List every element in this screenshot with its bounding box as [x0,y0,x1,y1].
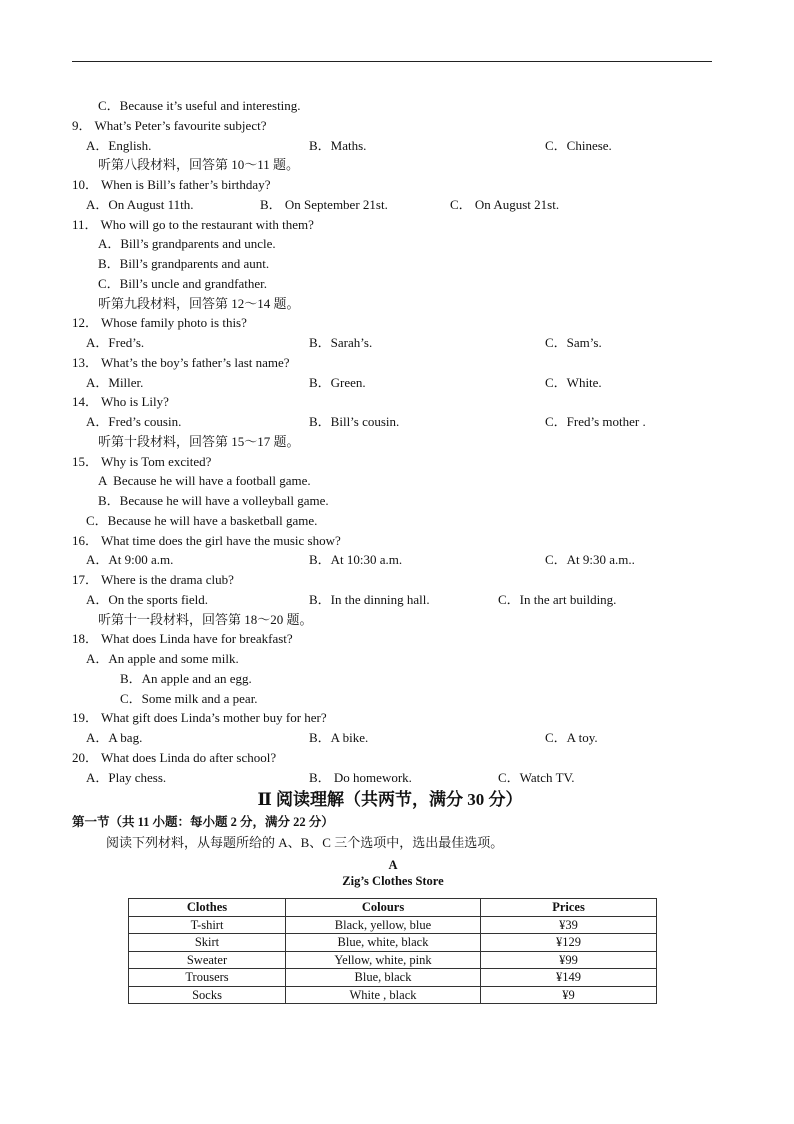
q15-option-b-line [0,491,794,511]
q18-option-a-line [0,649,794,669]
q18-option-c: C．Some milk and a pear. [120,690,258,706]
cell-clothes: Socks [129,986,286,1004]
q15-option-a: A Because he will have a football game. [98,473,311,489]
cell-price: ¥39 [481,916,657,934]
q17-option-a: A．On the sports field. [86,591,209,607]
q20-stem-line [0,748,794,768]
header-rule [72,61,712,62]
q18-stem-line [0,629,794,649]
q16-option-c: C．At 9:30 a.m.. [545,552,635,568]
q10-stem-line [0,175,794,195]
cell-price: ¥149 [481,969,657,987]
q11-option-a: A．Bill’s grandparents and uncle. [98,236,276,252]
part10-intro: 听第十段材料，回答第 15～17 题。 [98,433,300,449]
q12-stem: 12． Whose family photo is this? [72,315,247,331]
cell-price: ¥99 [481,951,657,969]
q14-options-line [0,412,794,432]
q12-option-c: C．Sam’s. [545,335,602,350]
q11-option-c: C．Bill’s uncle and grandfather. [98,275,267,291]
part10-intro-line [0,432,794,452]
q20-stem: 20． What does Linda do after school? [72,749,277,765]
table-row [129,916,657,934]
q14-option-a: A．Fred’s cousin. [86,414,182,429]
header-prices: Prices [481,899,657,917]
section1-title: 第一节（共 11 小题：每小题 2 分，满分 22 分） [72,815,334,829]
q9-options-line [0,136,794,156]
q10-option-b: B． On September 21st. [260,196,388,212]
q8-option-c: C．Because it’s useful and interesting. [98,98,301,113]
cell-clothes: T-shirt [129,916,286,934]
q14-option-c: C．Fred’s mother . [545,414,646,429]
passage-label: A [388,858,398,872]
q9-option-a: A．English. [86,137,152,153]
q12-options-line [0,333,794,353]
q18-option-c-line [0,689,794,709]
q16-option-b: B．At 10:30 a.m. [309,552,403,568]
cell-colours: Black, yellow, blue [286,916,481,934]
q19-options-line [0,728,794,748]
q20-option-c: C．Watch TV. [498,769,575,785]
q13-option-b: B．Green. [309,374,366,390]
cell-colours: Yellow, white, pink [286,951,481,969]
q18-option-b-line [0,669,794,689]
part11-intro-line [0,610,794,630]
q11-stem: 11． Who will go to the restaurant with them? [72,216,314,232]
q16-option-a: A．At 9:00 a.m. [86,552,174,568]
q10-stem: 10． When is Bill’s father’s birthday? [72,177,271,192]
q20-options-line [0,768,794,788]
cell-clothes: Sweater [129,951,286,969]
cell-price: ¥129 [481,934,657,952]
q19-option-a: A．A bag. [86,730,143,745]
q14-option-b: B．Bill’s cousin. [309,414,400,429]
q15-option-c: C．Because he will have a basketball game. [86,512,318,528]
q10-option-c: C． On August 21st. [450,196,560,212]
reading-instruction: 阅读下列材料，从每题所给的 A、B、C 三个选项中，选出最佳选项。 [106,835,504,850]
table-row [129,934,657,952]
cell-colours: Blue, white, black [286,934,481,952]
q19-stem-line [0,708,794,728]
part9-intro-line [0,294,794,314]
q18-stem: 18． What does Linda have for breakfast? [72,631,293,647]
header-colours: Colours [286,899,481,917]
q11-option-c-line [0,274,794,294]
clothes-price-table [128,898,657,1004]
q10-options-line [0,195,794,215]
q19-option-b: B．A bike. [309,730,369,745]
q12-stem-line [0,313,794,333]
part11-intro: 听第十一段材料，回答第 18～20 题。 [98,611,313,627]
q12-option-a: A．Fred’s. [86,335,145,350]
q17-options-line [0,590,794,610]
header-clothes: Clothes [129,899,286,917]
q13-stem: 13． What’s the boy’s father’s last name? [72,354,290,370]
q9-stem-line [0,116,794,136]
table-row [129,951,657,969]
cell-colours: White , black [286,986,481,1004]
q14-stem: 14． Who is Lily? [72,394,169,410]
q11-stem-line [0,215,794,235]
cell-price: ¥9 [481,986,657,1004]
cell-clothes: Skirt [129,934,286,952]
q15-option-b: B．Because he will have a volleyball game. [98,493,329,508]
q14-stem-line [0,392,794,412]
table-title: Zig’s Clothes Store [342,874,444,888]
q17-stem-line [0,570,794,590]
q11-option-a-line [0,234,794,254]
table-row [129,969,657,987]
part8-intro: 听第八段材料，回答第 10～11 题。 [98,157,300,173]
q19-stem: 19． What gift does Linda’s mother buy for her? [72,710,327,726]
q11-option-b: B．Bill’s grandparents and aunt. [98,256,270,271]
q16-stem-line [0,531,794,551]
q10-option-a: A．On August 11th. [86,196,194,212]
q15-option-a-line [0,471,794,491]
cell-clothes: Trousers [129,969,286,987]
q16-options-line [0,550,794,570]
q13-stem-line [0,353,794,373]
q8-line [0,96,794,116]
q20-option-b: B． Do homework. [309,769,412,785]
q11-option-b-line [0,254,794,274]
q13-option-c: C．White. [545,374,602,390]
listening-questions [0,96,794,787]
q19-option-c: C．A toy. [545,730,598,745]
q9-option-b: B．Maths. [309,137,367,153]
q15-stem: 15． Why is Tom excited? [72,453,212,469]
table-row [129,986,657,1004]
q9-stem: 9． What’s Peter’s favourite subject? [72,117,267,133]
q13-option-a: A．Miller. [86,374,144,390]
q17-stem: 17． Where is the drama club? [72,572,234,587]
q12-option-b: B．Sarah’s. [309,335,373,350]
q9-option-c: C．Chinese. [545,137,612,153]
q15-stem-line [0,452,794,472]
cell-colours: Blue, black [286,969,481,987]
table-header-row [129,899,657,917]
q13-options-line [0,373,794,393]
q17-option-b: B．In the dinning hall. [309,591,430,607]
part8-intro-line [0,155,794,175]
reading-section-heading: Ⅱ 阅读理解（共两节，满分 30 分） [257,790,523,809]
q20-option-a: A．Play chess. [86,769,167,785]
q18-option-b: B．An apple and an egg. [120,670,252,686]
q18-option-a: A．An apple and some milk. [86,651,239,666]
q15-option-c-line [0,511,794,531]
q17-option-c: C．In the art building. [498,591,617,607]
q16-stem: 16． What time does the girl have the music show? [72,532,341,548]
part9-intro: 听第九段材料，回答第 12～14 题。 [98,295,300,311]
